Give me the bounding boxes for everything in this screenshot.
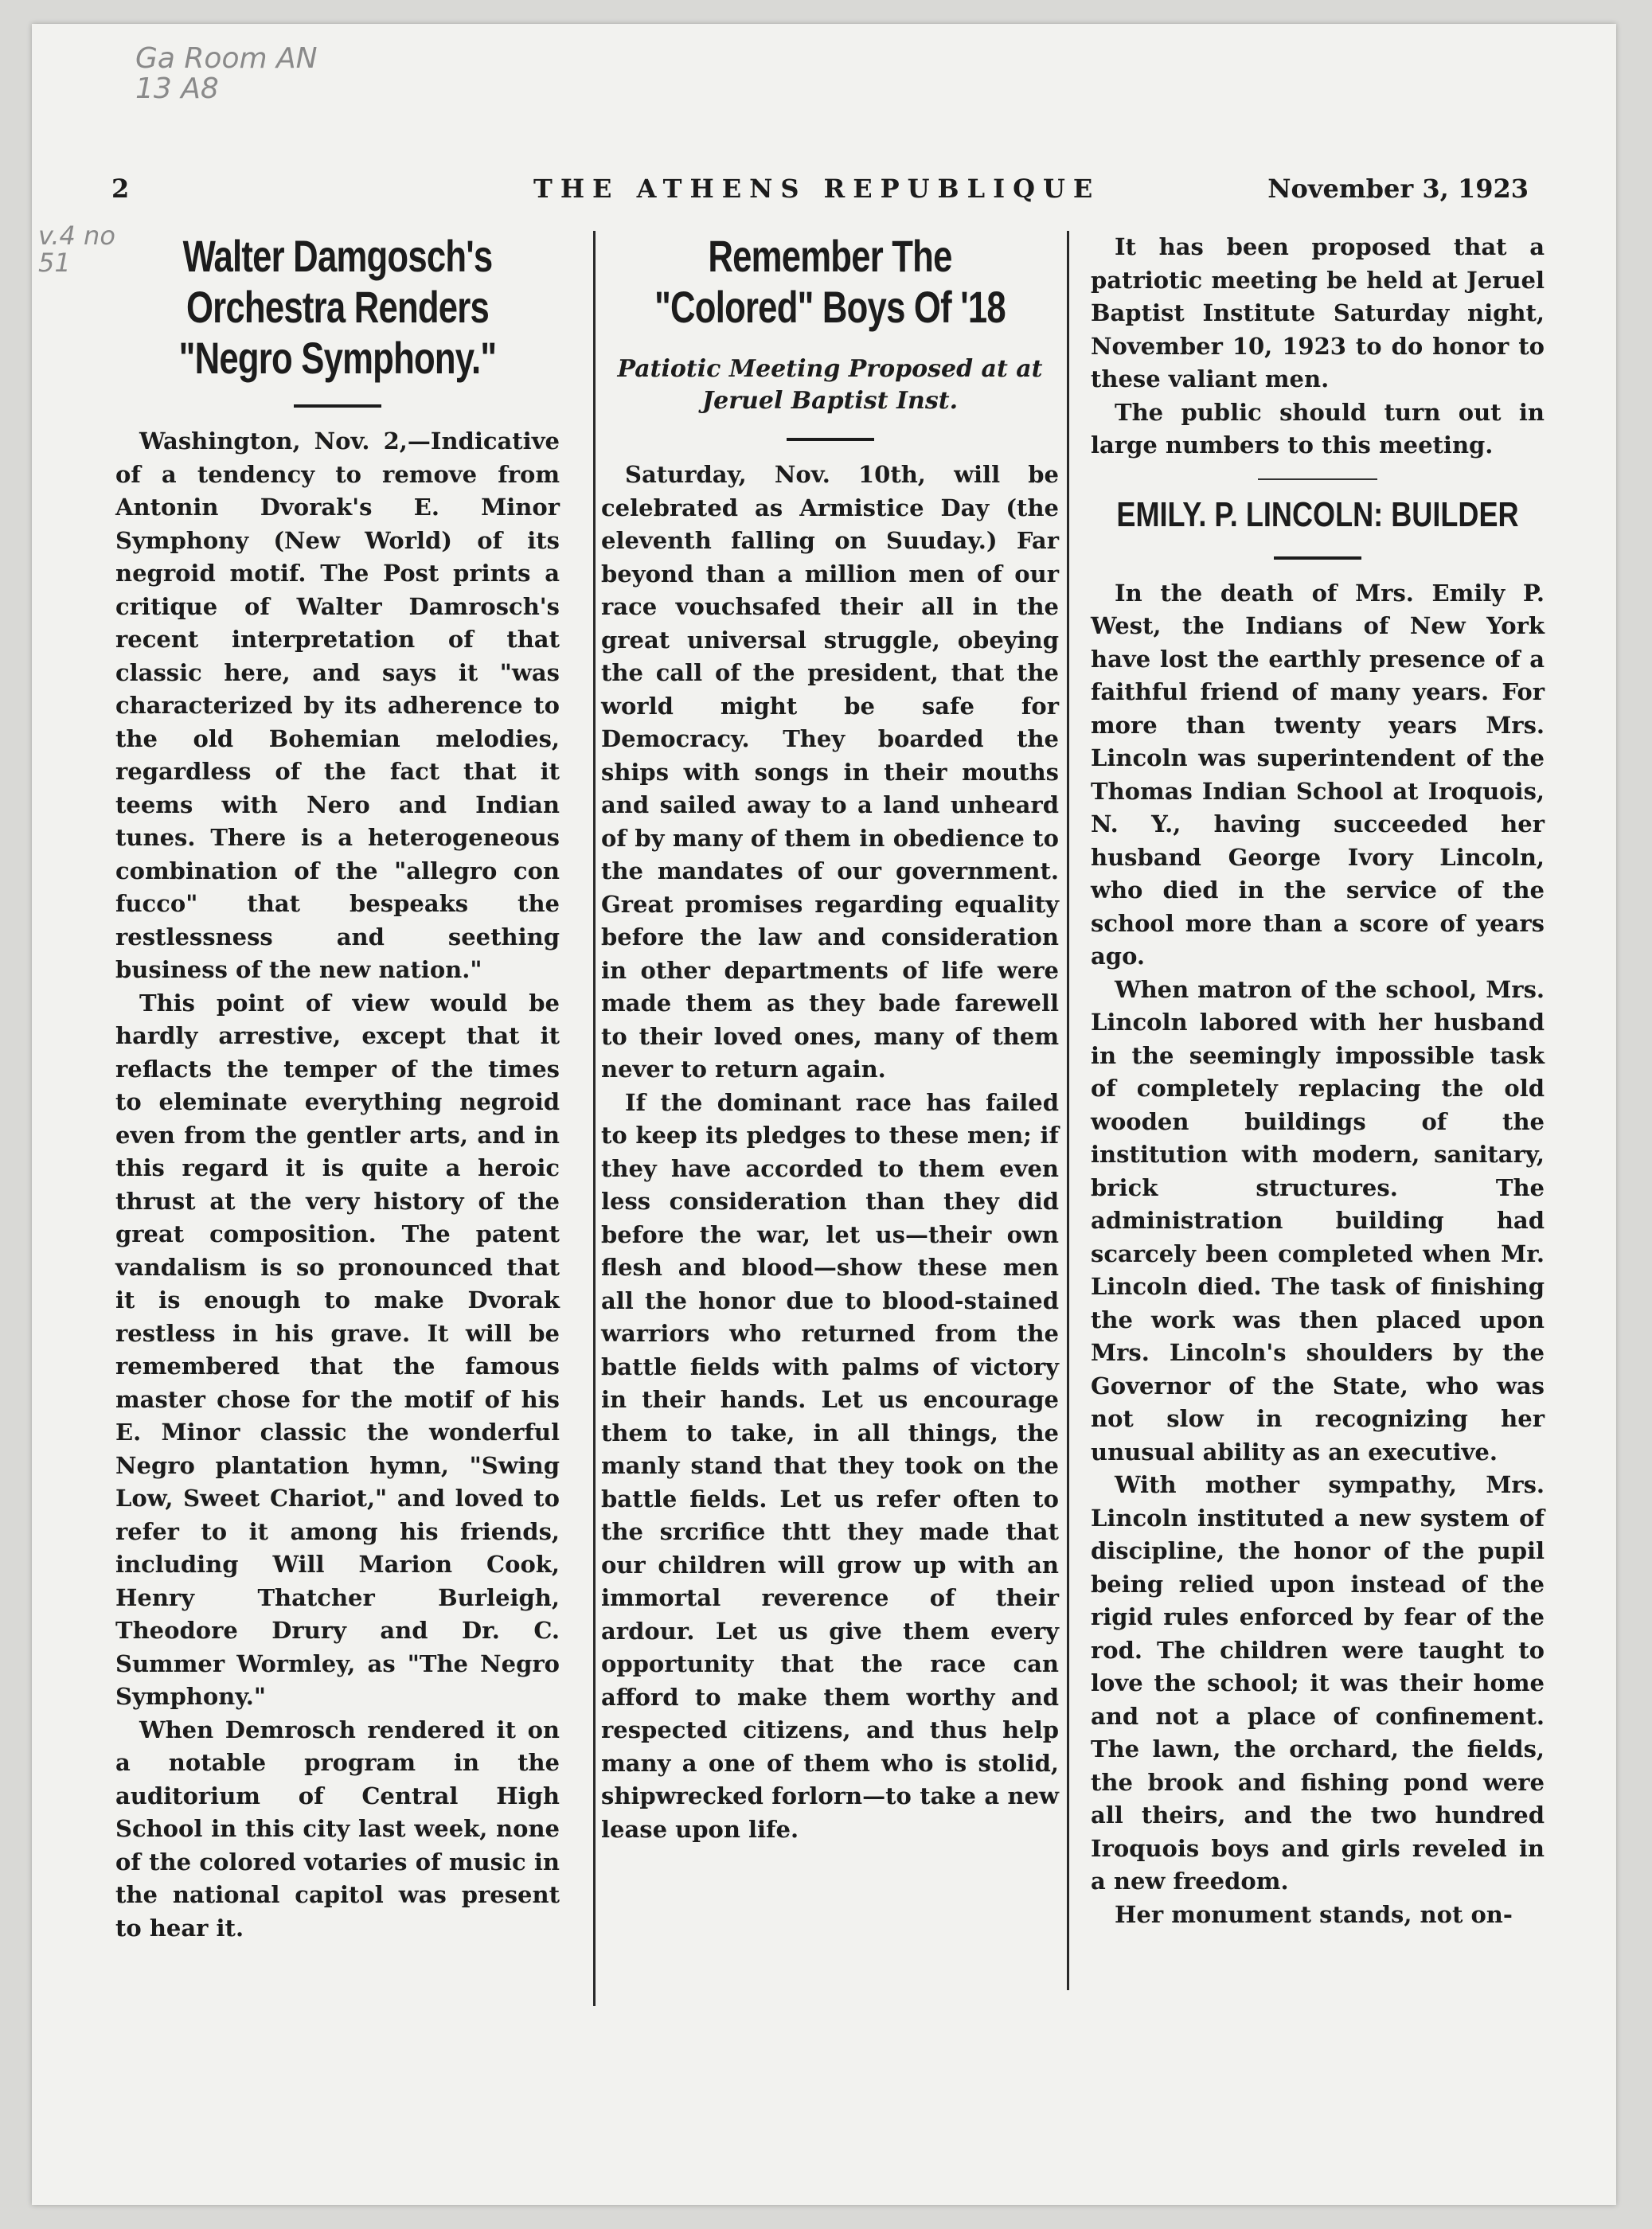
issue-date: November 3, 1923 [1267, 174, 1529, 204]
article4-paragraph-4: Her monument stands, not on- [1115, 1900, 1513, 1928]
article4-divider [1274, 556, 1361, 560]
pencil-annotation-top: Ga Room AN 13 A8 [135, 42, 318, 105]
article4-paragraph-1: In the death of Mrs. Emily P. West, the Indians of New York have lost the earthly presence of a faithful friend of many years. For more than twenty years Mrs. Lincoln was superintendent of the Thomas Indian School at Iroquois, N. Y., having succeeded her husband George Ivory Lincoln, who died in the service of the school more than a score of years ago. [1091, 579, 1545, 970]
masthead [111, 174, 1529, 213]
article2-divider [787, 438, 874, 441]
article2-headline: Remember The "Colored" Boys Of '18 [654, 231, 1006, 332]
newspaper-page [32, 24, 1616, 2205]
column-1 [115, 231, 577, 1945]
newspaper-title: THE ATHENS REPUBLIQUE [533, 174, 1101, 204]
column-3 [1067, 231, 1545, 1931]
article2-paragraph-1: Saturday, Nov. 10th, will be celebrated as Armistice Day (the eleventh falling on Suuday.) Far beyond than a million men of our race vouchsafed their all in the great universal struggle, obeying the call of the president, that the world might be safe for Democracy. They boarded the ships with songs in their mouths and sailed away to a land unheard of by many of them in obedience to the mandates of our government. Great promises regarding equality before the law and consideration in other departments of life were made them as they bade farewell to their loved ones, many of them never to return again. [601, 461, 1059, 1083]
article3-paragraph-1: It has been proposed that a patriotic meeting be held at Jeruel Baptist Institute Saturday night, November 10, 1923 to do honor to these valiant men. [1091, 233, 1545, 392]
column-2 [577, 231, 1067, 1846]
article3-divider [1258, 478, 1377, 480]
article3-paragraph-2: The public should turn out in large numbers to this meeting. [1091, 398, 1545, 459]
article1-paragraph-2: This point of view would be hardly arrestive, except that it reflacts the temper of the times to eleminate everything negroid even from the gentler arts, and in this regard it is quite a heroic thrust at the very history of the great composition. The patent vandalism is so pronounced that it is enough to make Dvorak restless in his grave. It will be remembered that the famous master chose for the motif of his E. Minor classic the wonderful Negro plantation hymn, "Swing Low, Sweet Chariot," and loved to refer to it among his friends, including Will Marion Cook, Henry Thatcher Burleigh, Theodore Drury and Dr. C. Summer Wormley, as "The Negro Symphony." [115, 989, 560, 1710]
article1-headline: Walter Damgosch's Orchestra Renders "Negro Symphony." [178, 231, 497, 383]
article1-divider [294, 404, 381, 408]
page-number: 2 [111, 174, 130, 204]
article1-paragraph-1: Washington, Nov. 2,—Indicative of a tendency to remove from Antonin Dvorak's E. Minor Symphony (New World) of its negroid motif. The Post prints a critique of Walter Damrosch's recent interpretation of that classic here, and says it "was characterized by its adherence to the old Bohemian melodies, regardless of the fact that it teems with Nero and Indian tunes. There is a heterogeneous combination of the "allegro con fucco" that bespeaks the restlessness and seething business of the new nation." [115, 427, 560, 983]
pencil-annotation-side: v.4 no 51 [38, 221, 115, 278]
article4-paragraph-3: With mother sympathy, Mrs. Lincoln instituted a new system of discipline, the honor of the pupil being relied upon instead of the rigid rules enforced by fear of the rod. The children were taught to love the school; it was their home and not a place of confinement. The lawn, the orchard, the fields, the brook and fishing pond were all theirs, and the two hundred Iroquois boys and girls reveled in a new freedom. [1091, 1471, 1545, 1895]
article1-paragraph-3: When Demrosch rendered it on a notable program in the auditorium of Central High School in this city last week, none of the colored votaries of music in the national capitol was present to hear it. [115, 1716, 560, 1942]
article2-paragraph-2: If the dominant race has failed to keep its pledges to these men; if they have accorded to them even less consideration than they did before the war, let us—their own flesh and blood—show these men all the honor due to blood-stained warriors who returned from the battle fields with palms of victory in their hands. Let us encourage them to take, in all things, the manly stand that they took on the battle fields. Let us refer often to the srcrifice thtt they made that our children will grow up with an immortal reverence of their ardour. Let us give them every opportunity that the race can afford to make them worthy and respected citizens, and thus help many a one of them who is stolid, shipwrecked forlorn—to take a new lease upon life. [601, 1088, 1059, 1843]
article4-paragraph-2: When matron of the school, Mrs. Lincoln labored with her husband in the seemingly impossible task of completely replacing the old wooden buildings of the institution with modern, sanitary, brick structures. The administration building had scarcely been completed when Mr. Lincoln died. The task of finishing the work was then placed upon Mrs. Lincoln's shoulders by the Governor of the State, who was not slow in recognizing her unusual ability as an executive. [1091, 975, 1545, 1466]
article4-headline: EMILY. P. LINCOLN: BUILDER [1116, 494, 1519, 534]
article2-subhead: Patiotic Meeting Proposed at at Jeruel Baptist Inst. [617, 355, 1043, 415]
